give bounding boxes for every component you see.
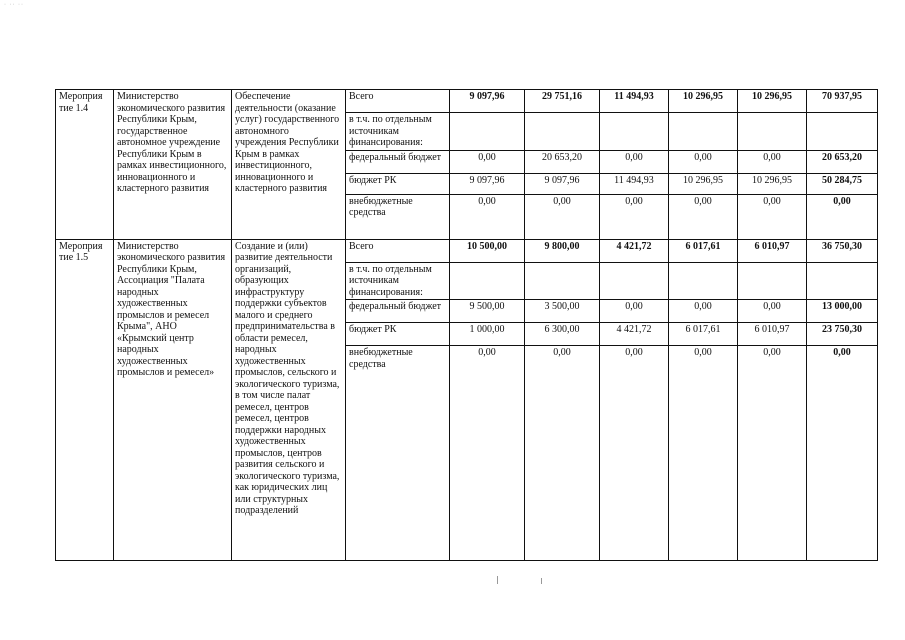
- value-cell: 0,00: [738, 346, 807, 561]
- value-cell: 0,00: [525, 346, 600, 561]
- total-cell: 50 284,75: [807, 173, 878, 194]
- value-cell: [600, 113, 669, 151]
- value-cell: 10 500,00: [450, 239, 525, 262]
- total-cell: 70 937,95: [807, 90, 878, 113]
- value-cell: 9 097,96: [450, 173, 525, 194]
- total-cell: 13 000,00: [807, 300, 878, 323]
- value-cell: 4 421,72: [600, 323, 669, 346]
- value-cell: 0,00: [450, 150, 525, 173]
- measure-executor: Министерство экономического развития Республики Крым, Ассоциация "Палата народных художественных промыслов и ремесел Крыма", АНО «Крымский центр народных художественных промыслов и ремесел»: [114, 239, 232, 561]
- value-cell: [738, 113, 807, 151]
- value-cell: [738, 262, 807, 300]
- source-label: в т.ч. по отдельным источникам финансирования:: [346, 262, 450, 300]
- measure-executor: Министерство экономического развития Республики Крым, государственное автономное учреждение Республики Крым в рамках инвестиционного, инновационного и кластерного развития: [114, 90, 232, 240]
- value-cell: [669, 262, 738, 300]
- value-cell: 0,00: [600, 346, 669, 561]
- total-cell: 23 750,30: [807, 323, 878, 346]
- value-cell: 9 500,00: [450, 300, 525, 323]
- value-cell: 0,00: [600, 194, 669, 239]
- value-cell: 6 017,61: [669, 323, 738, 346]
- table-row: [56, 90, 878, 113]
- value-cell: 0,00: [738, 300, 807, 323]
- value-cell: 0,00: [525, 194, 600, 239]
- scan-artifact: [497, 576, 498, 584]
- value-cell: 0,00: [738, 194, 807, 239]
- source-label: в т.ч. по отдельным источникам финансирования:: [346, 113, 450, 151]
- value-cell: 6 010,97: [738, 239, 807, 262]
- value-cell: 1 000,00: [450, 323, 525, 346]
- value-cell: 11 494,93: [600, 173, 669, 194]
- value-cell: 0,00: [450, 346, 525, 561]
- page-corner-mark: · ·· ··: [4, 2, 24, 8]
- value-cell: 11 494,93: [600, 90, 669, 113]
- value-cell: [525, 113, 600, 151]
- budget-table: [55, 89, 878, 561]
- source-label: федеральный бюджет: [346, 150, 450, 173]
- source-label: Всего: [346, 239, 450, 262]
- value-cell: 6 300,00: [525, 323, 600, 346]
- value-cell: [600, 262, 669, 300]
- value-cell: 9 097,96: [450, 90, 525, 113]
- value-cell: 10 296,95: [669, 90, 738, 113]
- value-cell: 3 500,00: [525, 300, 600, 323]
- value-cell: [450, 262, 525, 300]
- value-cell: 29 751,16: [525, 90, 600, 113]
- value-cell: 6 017,61: [669, 239, 738, 262]
- measure-code: Мероприя тие 1.4: [56, 90, 114, 240]
- value-cell: 0,00: [669, 346, 738, 561]
- measure-description: Обеспечение деятельности (оказание услуг) государственного автономного учреждения Республики Крым в рамках инвестиционного, инновационного и кластерного развития: [232, 90, 346, 240]
- total-cell: 0,00: [807, 194, 878, 239]
- value-cell: 10 296,95: [738, 173, 807, 194]
- value-cell: 0,00: [669, 150, 738, 173]
- value-cell: 9 097,96: [525, 173, 600, 194]
- value-cell: [525, 262, 600, 300]
- value-cell: 0,00: [600, 300, 669, 323]
- value-cell: [450, 113, 525, 151]
- measure-description: Создание и (или) развитие деятельности организаций, образующих инфраструктуру поддержки субъектов малого и среднего предпринимательства в области ремесел, народных художественных промыслов, сельского и экологического туризма, в том числе палат ремесел, центров ремесел, центров поддержки народных художественных промыслов, центров развития сельского и экологического туризма, как юридических лиц или структурных подразделений: [232, 239, 346, 561]
- value-cell: 9 800,00: [525, 239, 600, 262]
- source-label: бюджет РК: [346, 173, 450, 194]
- measure-code: Мероприя тие 1.5: [56, 239, 114, 561]
- value-cell: 0,00: [738, 150, 807, 173]
- value-cell: 0,00: [600, 150, 669, 173]
- total-cell: 0,00: [807, 346, 878, 561]
- source-label: внебюджетные средства: [346, 194, 450, 239]
- value-cell: 0,00: [669, 300, 738, 323]
- source-label: федеральный бюджет: [346, 300, 450, 323]
- table-row: [56, 239, 878, 262]
- value-cell: 0,00: [669, 194, 738, 239]
- value-cell: 10 296,95: [669, 173, 738, 194]
- source-label: бюджет РК: [346, 323, 450, 346]
- value-cell: 0,00: [450, 194, 525, 239]
- value-cell: 20 653,20: [525, 150, 600, 173]
- total-cell: 20 653,20: [807, 150, 878, 173]
- scan-artifact: [541, 578, 542, 584]
- source-label: Всего: [346, 90, 450, 113]
- total-cell: [807, 113, 878, 151]
- value-cell: [669, 113, 738, 151]
- value-cell: 10 296,95: [738, 90, 807, 113]
- total-cell: 36 750,30: [807, 239, 878, 262]
- source-label: внебюджетные средства: [346, 346, 450, 561]
- value-cell: 6 010,97: [738, 323, 807, 346]
- total-cell: [807, 262, 878, 300]
- value-cell: 4 421,72: [600, 239, 669, 262]
